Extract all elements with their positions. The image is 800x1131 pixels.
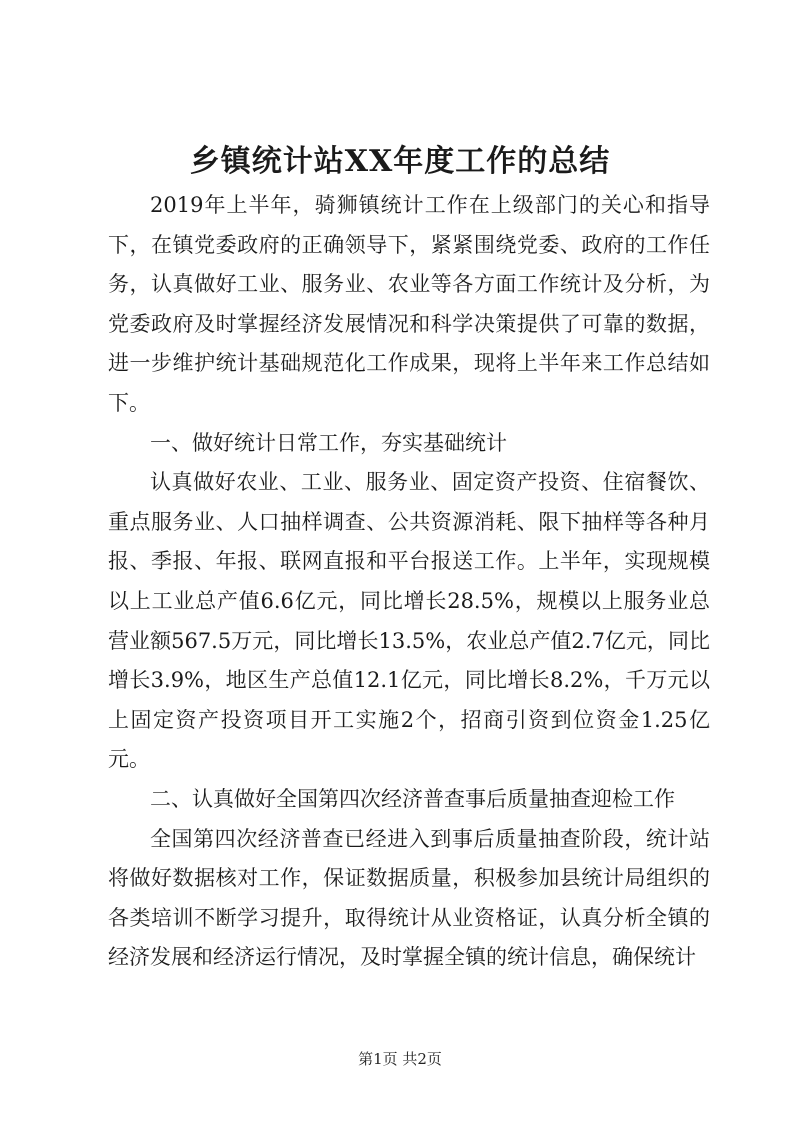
document-body: [108, 186, 710, 978]
section-2-paragraph: 全国第四次经济普查已经进入到事后质量抽查阶段，统计站将做好数据核对工作，保证数据质量，积极参加县统计局组织的各类培训不断学习提升，取得统计从业资格证，认真分析全镇的经济发展和经济运行情况，及时掌握全镇的统计信息，确保统计: [108, 826, 710, 970]
section-heading-2: 二、认真做好全国第四次经济普查事后质量抽查迎检工作: [150, 786, 675, 811]
page-number-footer: 第1页 共2页: [358, 1050, 442, 1068]
intro-paragraph: 2019年上半年，骑狮镇统计工作在上级部门的关心和指导下，在镇党委政府的正确领导下，紧紧围绕党委、政府的工作任务，认真做好工业、服务业、农业等各方面工作统计及分析，为党委政府及时掌握经济发展情况和科学决策提供了可靠的数据，进一步维护统计基础规范化工作成果，现将上半年来工作总结如下。: [108, 193, 710, 415]
section-heading-1: 一、做好统计日常工作，夯实基础统计: [150, 430, 507, 455]
document-title: 乡镇统计站XX年度工作的总结: [189, 144, 611, 179]
section-1-paragraph: 认真做好农业、工业、服务业、固定资产投资、住宿餐饮、重点服务业、人口抽样调查、公共资源消耗、限下抽样等各种月报、季报、年报、联网直报和平台报送工作。上半年，实现规模以上工业总产值6.6亿元，同比增长28.5%，规模以上服务业总营业额567.5万元，同比增长13.5%，农业总产值2.7亿元，同比增长3.9%，地区生产总值12.1亿元，同比增长8.2%，千万元以上固定资产投资项目开工实施2个，招商引资到位资金1.25亿元。: [108, 470, 710, 772]
